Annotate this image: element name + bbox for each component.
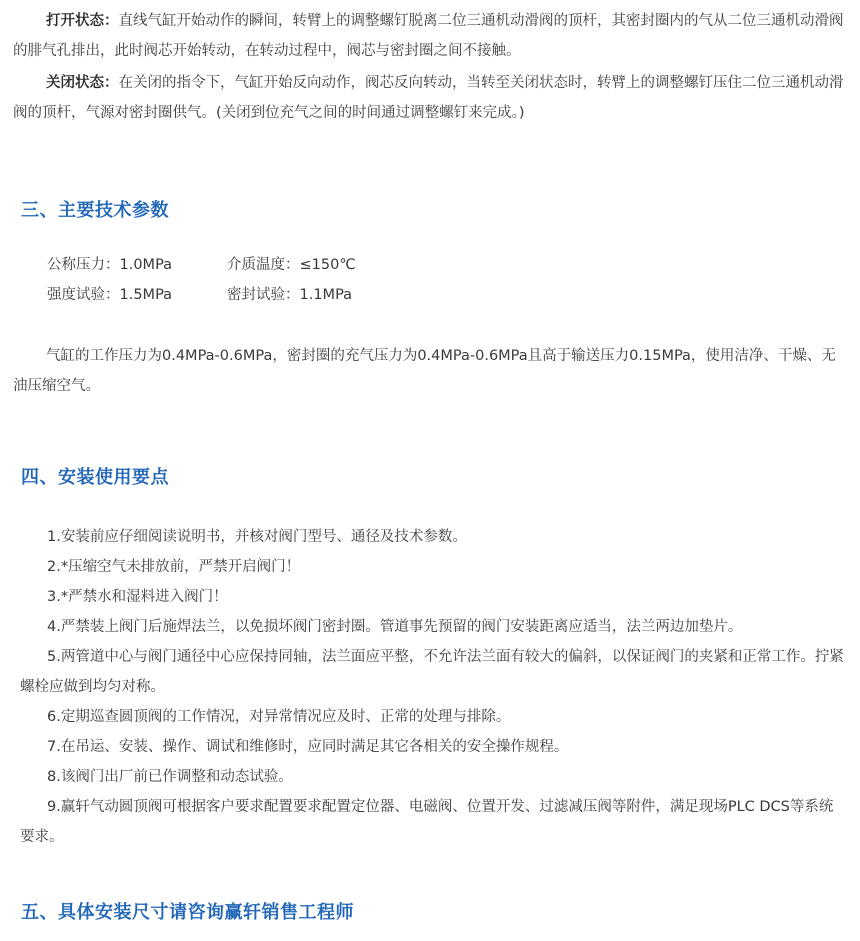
list-item: 3.*严禁水和湿料进入阀门！ xyxy=(47,589,228,605)
open-state-text: 直线气缸开始动作的瞬间，转臂上的调整螺钉脱离二位三通机动滑阀的顶杆，其密封圈内的气从二位三通机动滑阀的腓气孔排出，此时阀芯开始转动，在转动过程中，阀芯与密封圈之间不接触。 xyxy=(13,13,844,59)
list-item: 8.该阀门出厂前已作调整和动态试验。 xyxy=(47,769,293,785)
list-item: 1.安装前应仔细阅读说明书，并核对阀门型号、通径及技术参数。 xyxy=(47,529,467,545)
list-item: 6.定期巡查圆顶阀的工作情况，对异常情况应及时、正常的处理与排除。 xyxy=(47,709,511,725)
section3-heading: 三、主要技术参数 xyxy=(21,200,169,221)
list-item: 4.严禁装上阀门后施焊法兰，以免损坏阀门密封圈。管道事先预留的阀门安装距离应适当，法兰两边加垫片。 xyxy=(47,619,743,635)
list-item: 7.在吊运、安装、操作、调试和维修时，应同时满足其它各相关的安全操作规程。 xyxy=(47,739,569,755)
installation-list xyxy=(20,522,846,852)
parameter-list xyxy=(47,250,356,310)
list-item: 5.两管道中心与阀门通径中心应保持同轴，法兰面应平整，不允许法兰面有较大的偏斜，以保证阀门的夹紧和正常工作。拧紧螺栓应做到均匀对称。 xyxy=(20,649,844,695)
strength-test: 强度试验：1.5MPa xyxy=(47,287,173,303)
parameter-row xyxy=(47,280,356,310)
list-item: 9.赢轩气动圆顶阀可根据客户要求配置要求配置定位器、电磁阀、位置开发、过滤减压阀等附件，满足现场PLC DCS等系统要求。 xyxy=(20,799,834,845)
list-item: 2.*压缩空气未排放前，严禁开启阀门！ xyxy=(47,559,301,575)
open-state-label: 打开状态： xyxy=(46,13,119,29)
section5-heading: 五、具体安装尺寸请咨询赢轩销售工程师 xyxy=(21,902,354,923)
parameter-row xyxy=(47,250,356,280)
close-state-label: 关闭状态： xyxy=(46,75,119,91)
close-state-text: 在关闭的指令下，气缸开始反向动作，阀芯反向转动，当转至关闭状态时，转臂上的调整螺钉压住二位三通机动滑阀的顶杆，气源对密封圈供气。(关闭到位充气之间的时间通过调整螺钉来完成。) xyxy=(13,75,844,121)
nominal-pressure: 公称压力：1.0MPa xyxy=(47,257,173,273)
section4-heading: 四、安装使用要点 xyxy=(21,467,169,488)
seal-test: 密封试验：1.1MPa xyxy=(227,287,353,303)
medium-temperature: 介质温度：≤150℃ xyxy=(227,257,356,273)
pressure-note: 气缸的工作压力为0.4MPa-0.6MPa，密封圈的充气压力为0.4MPa-0.6MPa且高于输送压力0.15MPa，使用洁净、干燥、无油压缩空气。 xyxy=(13,348,836,394)
open-state-paragraph xyxy=(13,6,845,66)
close-state-paragraph xyxy=(13,68,845,128)
